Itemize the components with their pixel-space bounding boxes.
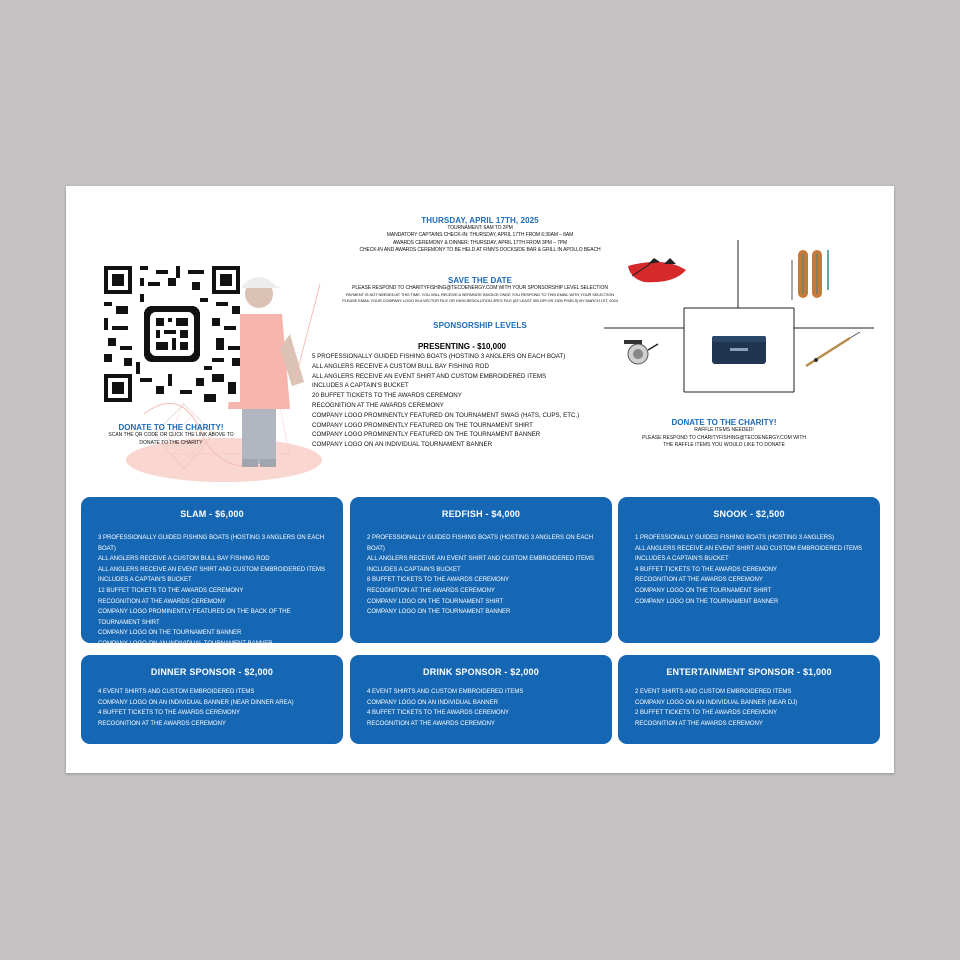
flyer-sheet [66, 186, 894, 773]
presenting-title: PRESENTING - $10,000 [417, 342, 507, 351]
presenting-item: COMPANY LOGO PROMINENTLY FEATURED ON THE TOURNAMENT BANNER [312, 431, 541, 439]
event-detail-line: TOURNAMENT: 6AM TO 2PM [447, 225, 513, 231]
sponsor-card-item: RECOGNITION AT THE AWARDS CEREMONY [367, 587, 495, 594]
sponsor-card-item: RECOGNITION AT THE AWARDS CEREMONY [98, 720, 226, 727]
sponsor-card-item: 2 BUFFET TICKETS TO THE AWARDS CEREMONY [635, 710, 778, 717]
kayak-icon [628, 258, 686, 282]
sponsor-card-item: ALL ANGLERS RECEIVE A CUSTOM BULL BAY FISHING ROD [98, 556, 270, 563]
fishing-rod-icon [806, 332, 860, 366]
sponsor-card-item: COMPANY LOGO ON THE TOURNAMENT SHIRT [367, 598, 504, 605]
sponsor-card-title: SLAM - $6,000 [180, 509, 244, 519]
donate-title: DONATE TO THE CHARITY! [671, 418, 777, 427]
donate-line: PLEASE RESPOND TO CHARITYFISHING@TECOENERGY.COM WITH [642, 434, 806, 441]
sponsor-card-slam [81, 497, 343, 647]
sponsor-card-item: RECOGNITION AT THE AWARDS CEREMONY [98, 598, 226, 605]
presenting-item: 20 BUFFET TICKETS TO THE AWARDS CEREMONY [312, 392, 462, 400]
sponsor-card-snook [618, 497, 880, 643]
save-the-date-note: PLEASE EMAIL YOUR COMPANY LOGO IN A VECTOR FILE OR HIGH-RESOLUTION JPEG FILE (AT LEAST 300 DPI OR 1300 PIXELS) BY MARCH 1ST, 2024 [342, 298, 618, 304]
sponsorship-levels-heading [306, 321, 654, 330]
presenting-sponsor [312, 342, 612, 450]
sponsor-card-item: ALL ANGLERS RECEIVE AN EVENT SHIRT AND CUSTOM EMBROIDERED ITEMS [635, 545, 863, 552]
event-detail-line: MANDATORY CAPTAINS CHECK-IN: THURSDAY, APRIL 17TH FROM 6:30AM – 8AM [386, 232, 574, 239]
sponsor-card-title: ENTERTAINMENT SPONSOR - $1,000 [666, 667, 832, 677]
sponsor-card-item: RECOGNITION AT THE AWARDS CEREMONY [367, 720, 495, 727]
sponsor-card-item: INCLUDES A CAPTAIN'S BUCKET [367, 566, 461, 573]
sponsor-card-item: ALL ANGLERS RECEIVE AN EVENT SHIRT AND CUSTOM EMBROIDERED ITEMS [98, 566, 326, 573]
sponsor-card-redfish [350, 497, 612, 643]
sponsor-card-item: COMPANY LOGO ON THE TOURNAMENT SHIRT [635, 587, 772, 594]
donate-title: DONATE TO THE CHARITY! [118, 423, 224, 432]
presenting-item: COMPANY LOGO PROMINENTLY FEATURED ON THE TOURNAMENT SHIRT [312, 421, 533, 429]
donate-line: RAFFLE ITEMS NEEDED! [694, 427, 754, 433]
event-detail-line: CHECK-IN AND AWARDS CEREMONY TO BE HELD AT FINN'S DOCKSIDE BAR & GRILL IN APOLLO BEACH [359, 247, 601, 254]
sponsor-card-item: COMPANY LOGO ON THE TOURNAMENT BANNER [635, 598, 779, 605]
sponsor-card-item: COMPANY LOGO ON THE TOURNAMENT BANNER [367, 609, 511, 616]
donate-line: SCAN THE QR CODE OR CLICK THE LINK ABOVE TO [108, 432, 234, 438]
sponsor-card-item: 8 BUFFET TICKETS TO THE AWARDS CEREMONY [367, 577, 510, 584]
presenting-item: ALL ANGLERS RECEIVE AN EVENT SHIRT AND CUSTOM EMBROIDERED ITEMS [312, 372, 547, 380]
save-the-date-note: PAYMENT IS NOT NEEDED AT THIS TIME. YOU WILL RECEIVE A SEPARATE INVOICE ONCE YOU RESPOND TO THIS EMAIL WITH YOUR SELECTION [345, 292, 615, 298]
sponsor-card-drink [350, 655, 612, 744]
sponsor-card-item: COMPANY LOGO ON AN INDIVIDUAL BANNER [367, 699, 498, 706]
sponsor-card-title: REDFISH - $4,000 [441, 509, 521, 519]
sponsor-card-title: DRINK SPONSOR - $2,000 [423, 667, 539, 677]
sponsor-card-item: 12 BUFFET TICKETS TO THE AWARDS CEREMONY [98, 587, 244, 594]
sponsor-card-item: 1 PROFESSIONALLY GUIDED FISHING BOATS (HOSTING 3 ANGLERS) [635, 535, 835, 541]
sponsor-card-item: 4 BUFFET TICKETS TO THE AWARDS CEREMONY [98, 710, 241, 717]
qr-code-icon[interactable] [104, 266, 240, 402]
sponsor-card-item: COMPANY LOGO ON AN INDIVIDUAL BANNER (NEAR DINNER AREA) [98, 699, 294, 706]
event-detail-line: AWARDS CEREMONY & DINNER: THURSDAY, APRIL 17TH FROM 3PM – 7PM [392, 239, 568, 246]
donate-qr-section [96, 423, 246, 447]
sponsor-card-item: COMPANY LOGO PROMINENTLY FEATURED ON THE BACK OF THE TOURNAMENT SHIRT [98, 609, 291, 626]
sponsor-card-entertainment [618, 655, 880, 744]
presenting-item: RECOGNITION AT THE AWARDS CEREMONY [312, 401, 444, 409]
presenting-item: INCLUDES A CAPTAIN'S BUCKET [312, 382, 409, 390]
sponsor-card-item: 4 EVENT SHIRTS AND CUSTOM EMBROIDERED ITEMS [367, 689, 524, 695]
event-date-title: THURSDAY, APRIL 17TH, 2025 [421, 216, 539, 225]
raffle-items-collage [604, 240, 894, 410]
presenting-item: COMPANY LOGO PROMINENTLY FEATURED ON TOURNAMENT SWAG (HATS, CUPS, ETC.) [312, 411, 580, 419]
sponsor-card-item: ALL ANGLERS RECEIVE AN EVENT SHIRT AND CUSTOM EMBROIDERED ITEMS [367, 556, 595, 563]
sponsor-card-item: 4 EVENT SHIRTS AND CUSTOM EMBROIDERED ITEMS [98, 689, 255, 695]
sponsor-card-item: 4 BUFFET TICKETS TO THE AWARDS CEREMONY [367, 710, 510, 717]
sponsor-card-item: 2 EVENT SHIRTS AND CUSTOM EMBROIDERED ITEMS [635, 689, 792, 695]
sponsor-card-title: SNOOK - $2,500 [713, 509, 785, 519]
fishing-reel-icon [624, 340, 658, 364]
presenting-item: 5 PROFESSIONALLY GUIDED FISHING BOATS (HOSTING 3 ANGLERS ON EACH BOAT) [312, 353, 566, 360]
sponsor-card-item: INCLUDES A CAPTAIN'S BUCKET [98, 577, 192, 584]
save-the-date-line: PLEASE RESPOND TO CHARITYFISHING@TECOENERGY.COM WITH YOUR SPONSORSHIP LEVEL SELECTION [352, 285, 608, 291]
event-details [306, 216, 654, 255]
presenting-item: ALL ANGLERS RECEIVE A CUSTOM BULL BAY FISHING ROD [312, 362, 489, 370]
donate-raffle-section [636, 418, 812, 450]
donate-line: DONATE TO THE CHARITY [139, 439, 203, 446]
sponsorship-levels-title: SPONSORSHIP LEVELS [433, 321, 527, 330]
sponsor-card-item: COMPANY LOGO ON AN INDIVIDUAL BANNER (NEAR DJ) [635, 699, 798, 706]
sponsor-card-item: RECOGNITION AT THE AWARDS CEREMONY [635, 720, 763, 727]
save-the-date [306, 276, 654, 304]
sponsor-card-item: COMPANY LOGO ON THE TOURNAMENT BANNER [98, 630, 242, 637]
sponsor-card-item: COMPANY LOGO ON AN INDIVIDUAL TOURNAMENT BANNER [98, 640, 273, 647]
cooler-icon [712, 336, 766, 364]
sponsor-card-item: 3 PROFESSIONALLY GUIDED FISHING BOATS (HOSTING 3 ANGLERS ON EACH BOAT) [98, 535, 325, 552]
donate-line: THE RAFFLE ITEMS YOU WOULD LIKE TO DONATE [663, 442, 785, 448]
presenting-item: COMPANY LOGO ON AN INDIVIDUAL TOURNAMENT BANNER [312, 441, 493, 449]
sponsor-card-item: INCLUDES A CAPTAIN'S BUCKET [635, 556, 729, 563]
sponsor-card-item: 4 BUFFET TICKETS TO THE AWARDS CEREMONY [635, 566, 778, 573]
sponsor-card-item: 2 PROFESSIONALLY GUIDED FISHING BOATS (HOSTING 3 ANGLERS ON EACH BOAT) [367, 535, 594, 552]
sponsor-card-title: DINNER SPONSOR - $2,000 [150, 667, 274, 677]
sponsor-card-dinner [81, 655, 343, 744]
paddleboard-icon [792, 250, 828, 300]
save-the-date-title: SAVE THE DATE [447, 276, 513, 285]
sponsor-card-item: RECOGNITION AT THE AWARDS CEREMONY [635, 577, 763, 584]
